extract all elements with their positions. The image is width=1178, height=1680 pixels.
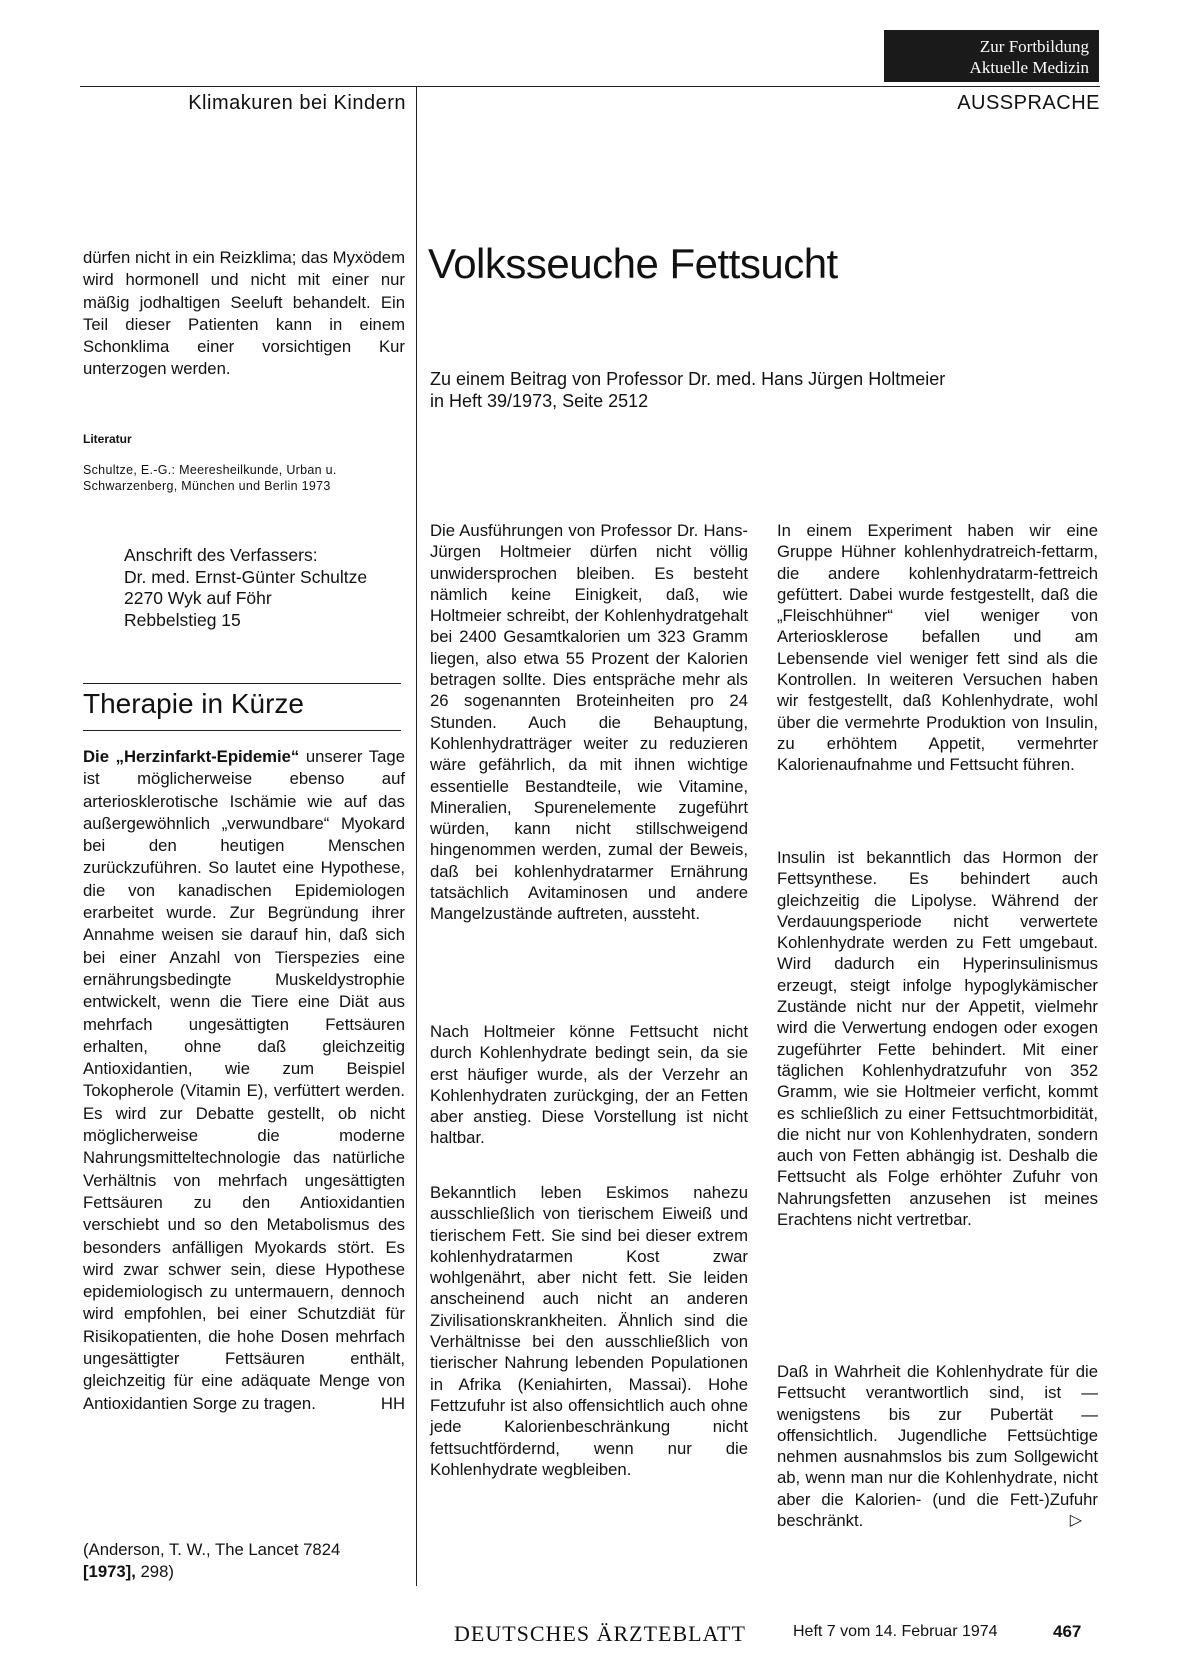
running-head-right: AUSSPRACHE: [957, 92, 1100, 114]
address-line: Rebbelstieg 15: [124, 609, 241, 630]
therapy-lead: Die „Herzinfarkt-Epidemie“: [83, 747, 300, 766]
continue-arrow-icon: ▷: [1069, 1512, 1082, 1530]
footer-masthead: DEUTSCHES ÄRZTEBLATT: [454, 1621, 746, 1646]
footer-page-number: 467: [1053, 1622, 1082, 1641]
middle-paragraph-1: Die Ausführungen von Professor Dr. Hans-Jürgen Holtmeier dürfen nicht völlig unwidersprochen bleiben. Es besteht nämlich keine Einigkeit, daß, wie Holtmeier schreibt, der Kohlenhydratgehalt bei 2400 Gesamtkalorien um 323 Gramm liegen, also etwa 55 Prozent der Kalorien betragen sollte. Dies entspräche mehr als 26 sogenannten Broteinheiten pro 24 Stunden. Auch die Behauptung, Kohlenhydratträger weiter zu reduzieren wäre gefährlich, da mit ihnen wichtige essentielle Bestandteile, wie Vitamine, Mineralien, Spurenelemente zugeführt würden, kann nicht stillschweigend hingenommen werden, zumal der Beweis, daß bei kohlenhydratarmer Ernährung tatsächlich Avitaminosen und andere Mangelzustände auftreten, aussteht.: [430, 521, 748, 924]
right-paragraph-3-text: Daß in Wahrheit die Kohlenhydrate für die Fettsucht verantwortlich sind, ist — wenigstens bis zur Pubertät — offensichtlich. Jugendliche Fettsüchtige nehmen ausnahmslos bis zum Sollgewicht ab, wenn man nur die Kohlenhydrate, nicht aber die Kalorien- (und die Fett-)Zufuhr beschränkt.: [777, 1362, 1098, 1531]
left-continued-paragraph: dürfen nicht in ein Reizklima; das Myxödem wird hormonell und nicht mit einer nur mäßig jodhaltigen Seeluft behandelt. Ein Teil dieser Patienten kann in einem Schonklima einer vorsichtigen Kur unterzogen werden.: [83, 248, 405, 379]
right-paragraph-2: Insulin ist bekanntlich das Hormon der Fettsynthese. Es behindert auch gleichzeitig die Lipolyse. Während der Verdauungsperiode nicht verwertete Kohlenhydrate werden zu Fett umgebaut. Wird dadurch ein Hyperinsulinismus erzeugt, steigt infolge hypoglykämischer Zustände nicht nur der Appetit, vielmehr wird die Verwertung endogen oder exogen zugeführter Fette behindert. Mit einer täglichen Kohlenhydratzufuhr von 352 Gramm, wie sie Holtmeier verficht, kommt es schließlich zu einer Fettsuchtmorbidität, die nicht nur von Kohlenhydraten, sondern auch von Fetten abhängig ist. Deshalb die Fettsucht als Folge erhöhter Zufuhr von Nahrungsfetten anzusehen ist meines Erachtens nicht vertretbar.: [777, 848, 1098, 1230]
subtitle-line-2: in Heft 39/1973, Seite 2512: [430, 391, 649, 411]
middle-paragraph-3: Bekanntlich leben Eskimos nahezu ausschließlich von tierischem Eiweiß und tierischem Fett. Sie sind bei dieser extrem kohlenhydratarmen Kost zwar wohlgenährt, aber nicht fett. Sie leiden anscheinend auch nicht an anderen Zivilisationskrankheiten. Ähnlich sind die Verhältnisse bei den ausschließlich von tierischer Nahrung lebenden Populationen in Afrika (Keniahirten, Massai). Hohe Fettzufuhr ist also offensichtlich auch ohne jede Kalorienbeschränkung nicht fettsuchtfördernd, wenn nur die Kohlenhydrate wegbleiben.: [430, 1183, 748, 1479]
literature-text: Schultze, E.-G.: Meeresheilkunde, Urban u. Schwarzenberg, München und Berlin 1973: [83, 463, 337, 493]
subtitle-line-1: Zu einem Beitrag von Professor Dr. med. Hans Jürgen Holtmeier: [430, 369, 946, 389]
address-line: Dr. med. Ernst-Günter Schultze: [124, 566, 368, 587]
therapy-paragraph: [83, 746, 405, 1415]
section-title: Therapie in Kürze: [83, 688, 305, 719]
right-paragraph-1: In einem Experiment haben wir eine Gruppe Hühner kohlenhydratreich-fettarm, die andere kohlenhydratarm-fettreich gefüttert. Dabei wurde festgestellt, daß die „Fleischhühner“ viel weniger von Arteriosklerose befallen und am Lebensende viel weniger fett sind als die Kontrollen. In weiteren Versuchen haben wir festgestellt, daß Kohlenhydrate, wohl über die vermehrte Produktion von Insulin, zu erhöhtem Appetit, vermehrter Kalorienaufnahme und Fettsucht führen.: [777, 521, 1098, 775]
right-paragraph-3: [777, 1361, 1098, 1531]
therapy-text: unserer Tage ist möglicherweise ebenso auf arteriosklerotische Ischämie wie auf das außergewöhnlich „verwundbare“ Myokard bei den heutigen Menschen zurückzuführen. So lautet eine Hypothese, die von kanadischen Epidemiologen erarbeitet wurde. Zur Begründung ihrer Annahme weisen sie darauf hin, daß sich bei einer Anzahl von Tierspezies eine ernährungsbedingte Muskeldystrophie entwickelt, wenn die Tiere eine Diät aus mehrfach ungesättigten Fettsäuren erhalten, ohne daß gleichzeitig Antioxidantien, wie zum Beispiel Tokopherole (Vitamin E), verfüttert werden. Es wird zur Debatte gestellt, ob nicht möglicherweise die moderne Nahrungsmitteltechnologie das natürliche Verhältnis von mehrfach ungesättigten Fettsäuren zu den Antioxidantien verschiebt und so den Metabolismus des besonders anfälligen Myokards stört. Es wird zwar schwer sein, diese Hypothese epidemiologisch zu untermauern, dennoch wird empfohlen, bei einer Schutzdiät für Risikopatienten, die hohe Dosen mehrfach ungesättigter Fettsäuren enthält, gleichzeitig für eine adäquate Menge von Antioxidantien Sorge zu tragen.: [83, 747, 405, 1413]
reference-year: [1973],: [83, 1562, 136, 1582]
therapy-initials: HH: [380, 1393, 405, 1413]
reference-start: (Anderson, T. W., The Lancet 7824: [83, 1540, 341, 1559]
reference-end: 298): [135, 1562, 174, 1582]
footer-issue: Heft 7 vom 14. Februar 1974: [793, 1623, 998, 1640]
section-rule-top: [83, 683, 401, 684]
address-line: 2270 Wyk auf Föhr: [124, 588, 272, 608]
column-divider: [416, 86, 417, 1586]
running-head-left: Klimakuren bei Kindern: [188, 92, 406, 114]
middle-paragraph-2: Nach Holtmeier könne Fettsucht nicht durch Kohlenhydrate bedingt sein, da sie erst häufiger wurde, als der Verzehr an Kohlenhydraten zurückging, der an Fetten aber anstieg. Diese Vorstellung ist nicht haltbar.: [430, 1022, 748, 1148]
badge-line-2: Aktuelle Medizin: [969, 58, 1089, 77]
header-rule: [80, 86, 1100, 87]
badge-line-1: Zur Fortbildung: [979, 37, 1089, 56]
section-badge: [884, 30, 1099, 82]
author-address: [124, 545, 414, 631]
address-line: Anschrift des Verfassers:: [124, 545, 318, 565]
section-rule-bottom: [83, 730, 401, 731]
therapy-reference: [83, 1539, 405, 1584]
article-title: Volksseuche Fettsucht: [428, 240, 838, 287]
literature-heading: Literatur: [83, 432, 132, 446]
article-subtitle: [430, 368, 1070, 412]
